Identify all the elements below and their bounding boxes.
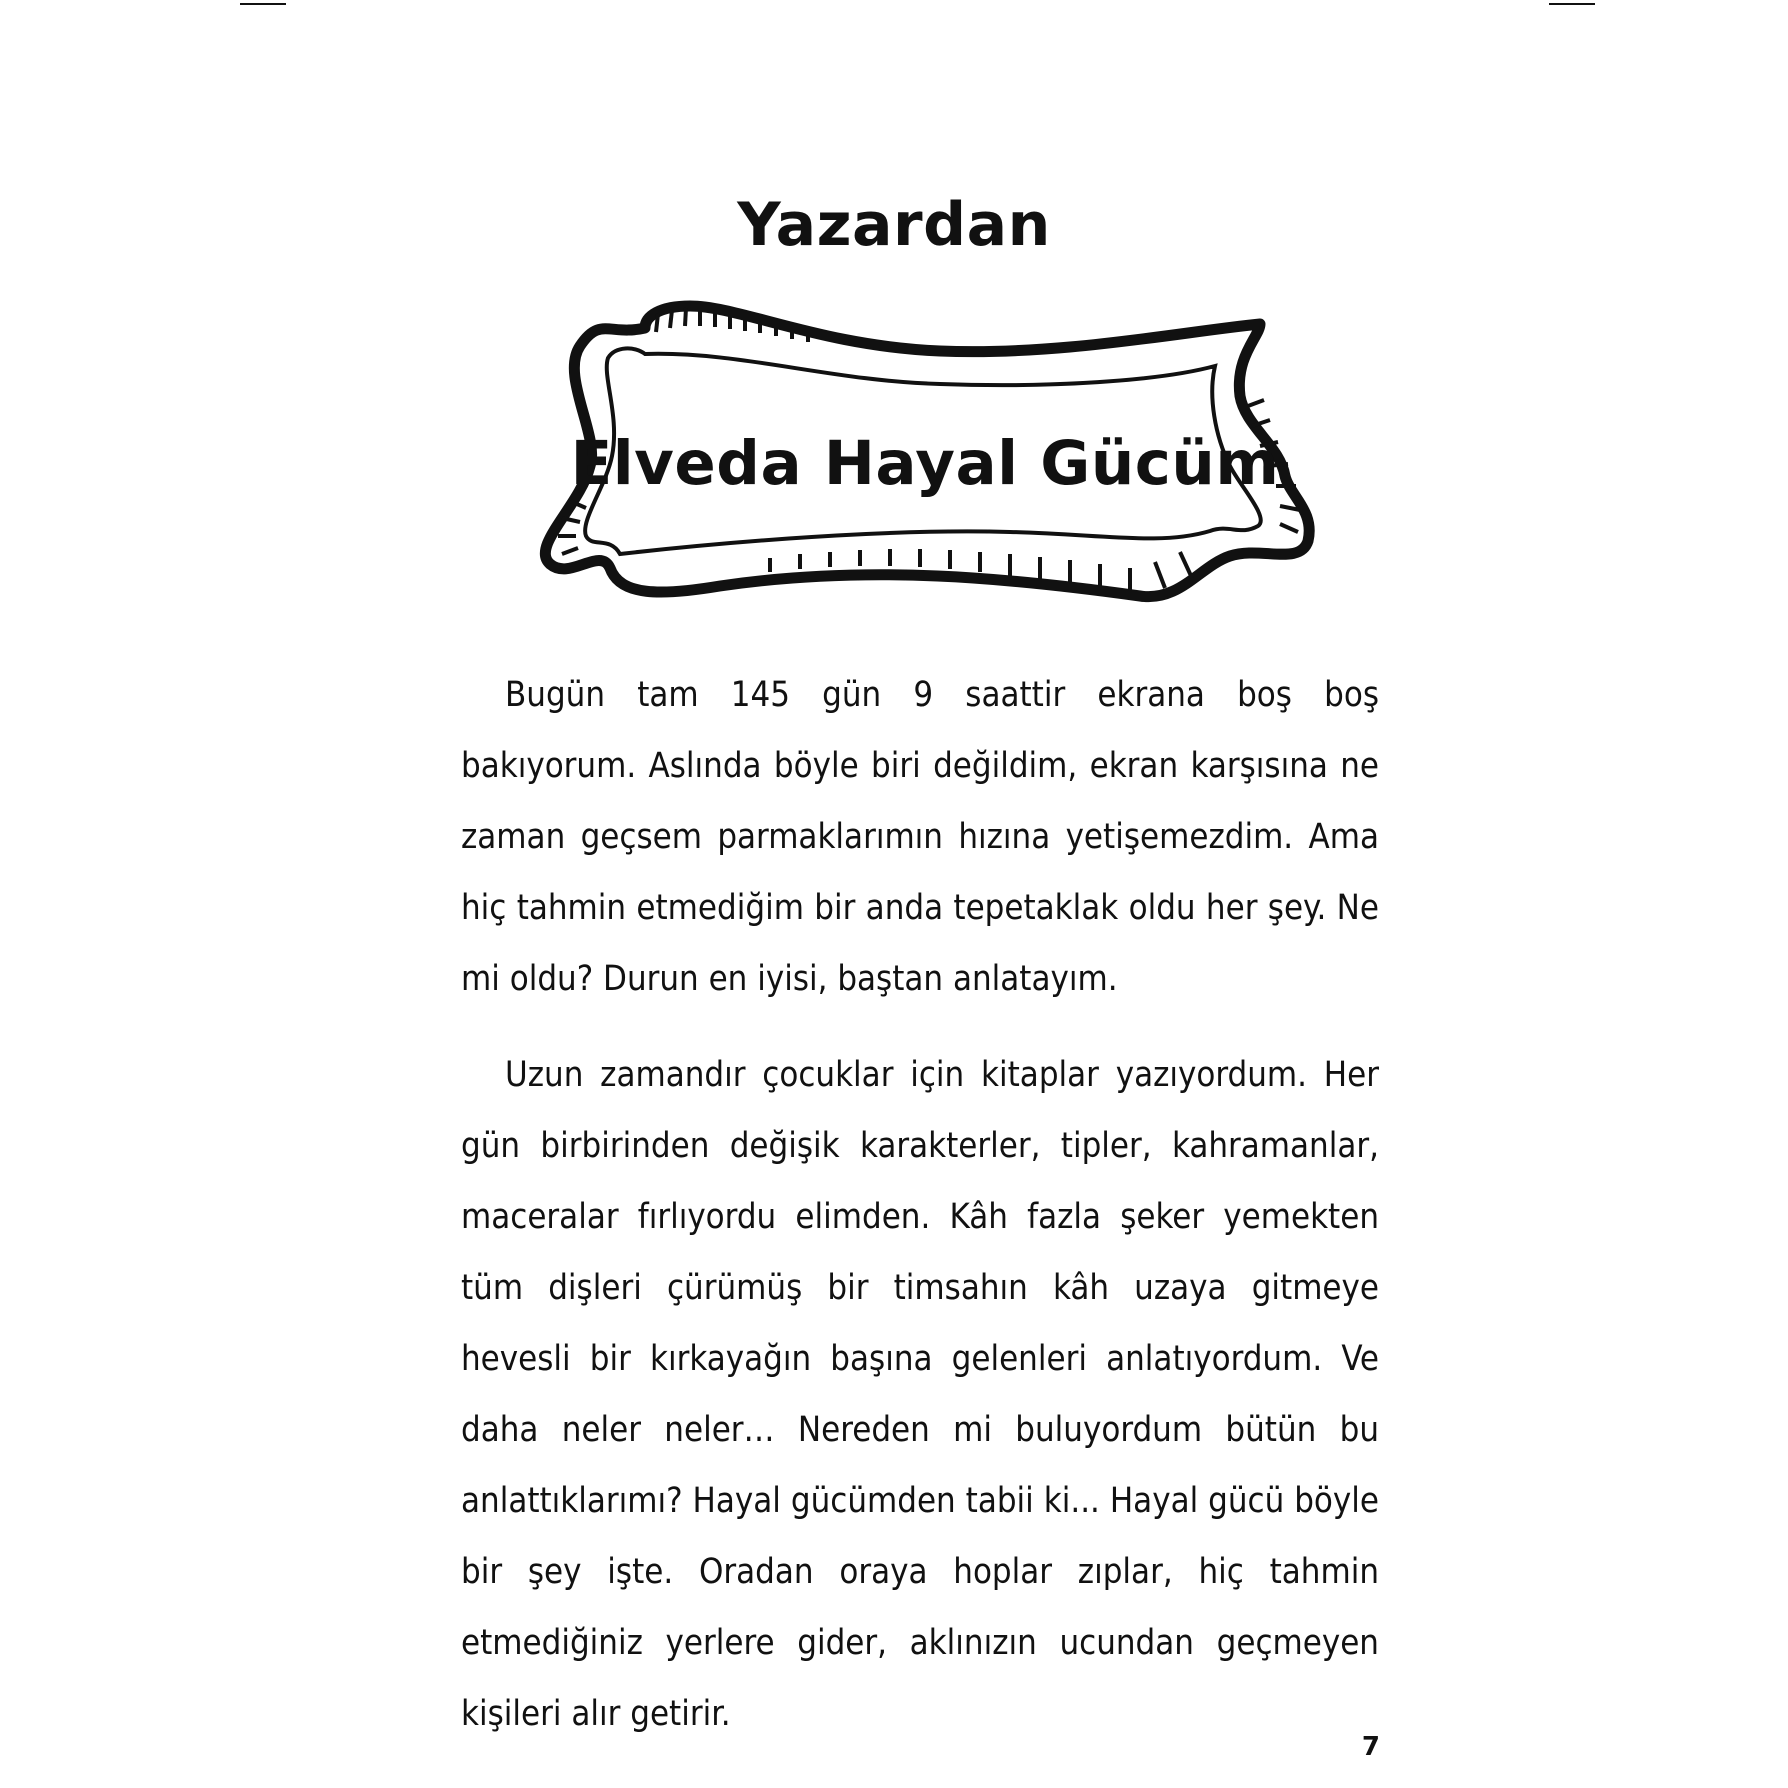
page-heading: Yazardan xyxy=(737,190,1051,260)
crop-mark-left xyxy=(240,3,286,5)
paragraph-2: Uzun zamandır çocuklar için kitaplar yazıyordum. Her gün birbirinden değişik karakterler, tipler, kahramanlar, maceralar fırlıyordu elimden. Kâh fazla şeker yemekten tüm dişleri çürümüş bir timsahın kâh uzaya gitmeye hevesli bir kırkayağın başına gelenleri anlatıyordum. Ve daha neler neler… Nereden mi buluyordum bütün bu anlattıklarımı? Hayal gücümden tabii ki... Hayal gücü böyle bir şey işte. Oradan oraya hoplar zıplar, hiç tahmin etmediğiniz yerlere gider, aklınızın ucundan geçmeyen kişileri alır getirir. xyxy=(461,1055,1379,1734)
page-number: 7 xyxy=(1361,1732,1380,1762)
paragraph-1: Bugün tam 145 gün 9 saattir ekrana boş boş bakıyorum. Aslında böyle biri değildim, ekran karşısına ne zaman geçsem parmaklarımın hızına yetişemezdim. Ama hiç tahmin etmediğim bir anda tepetaklak oldu her şey. Ne mi oldu? Durun en iyisi, baştan anlatayım. xyxy=(461,675,1379,999)
chapter-title: Elveda Hayal Gücüm xyxy=(570,428,1280,499)
crop-mark-right xyxy=(1549,3,1595,5)
chapter-title-banner xyxy=(540,296,1310,646)
body-text xyxy=(461,660,1379,1750)
